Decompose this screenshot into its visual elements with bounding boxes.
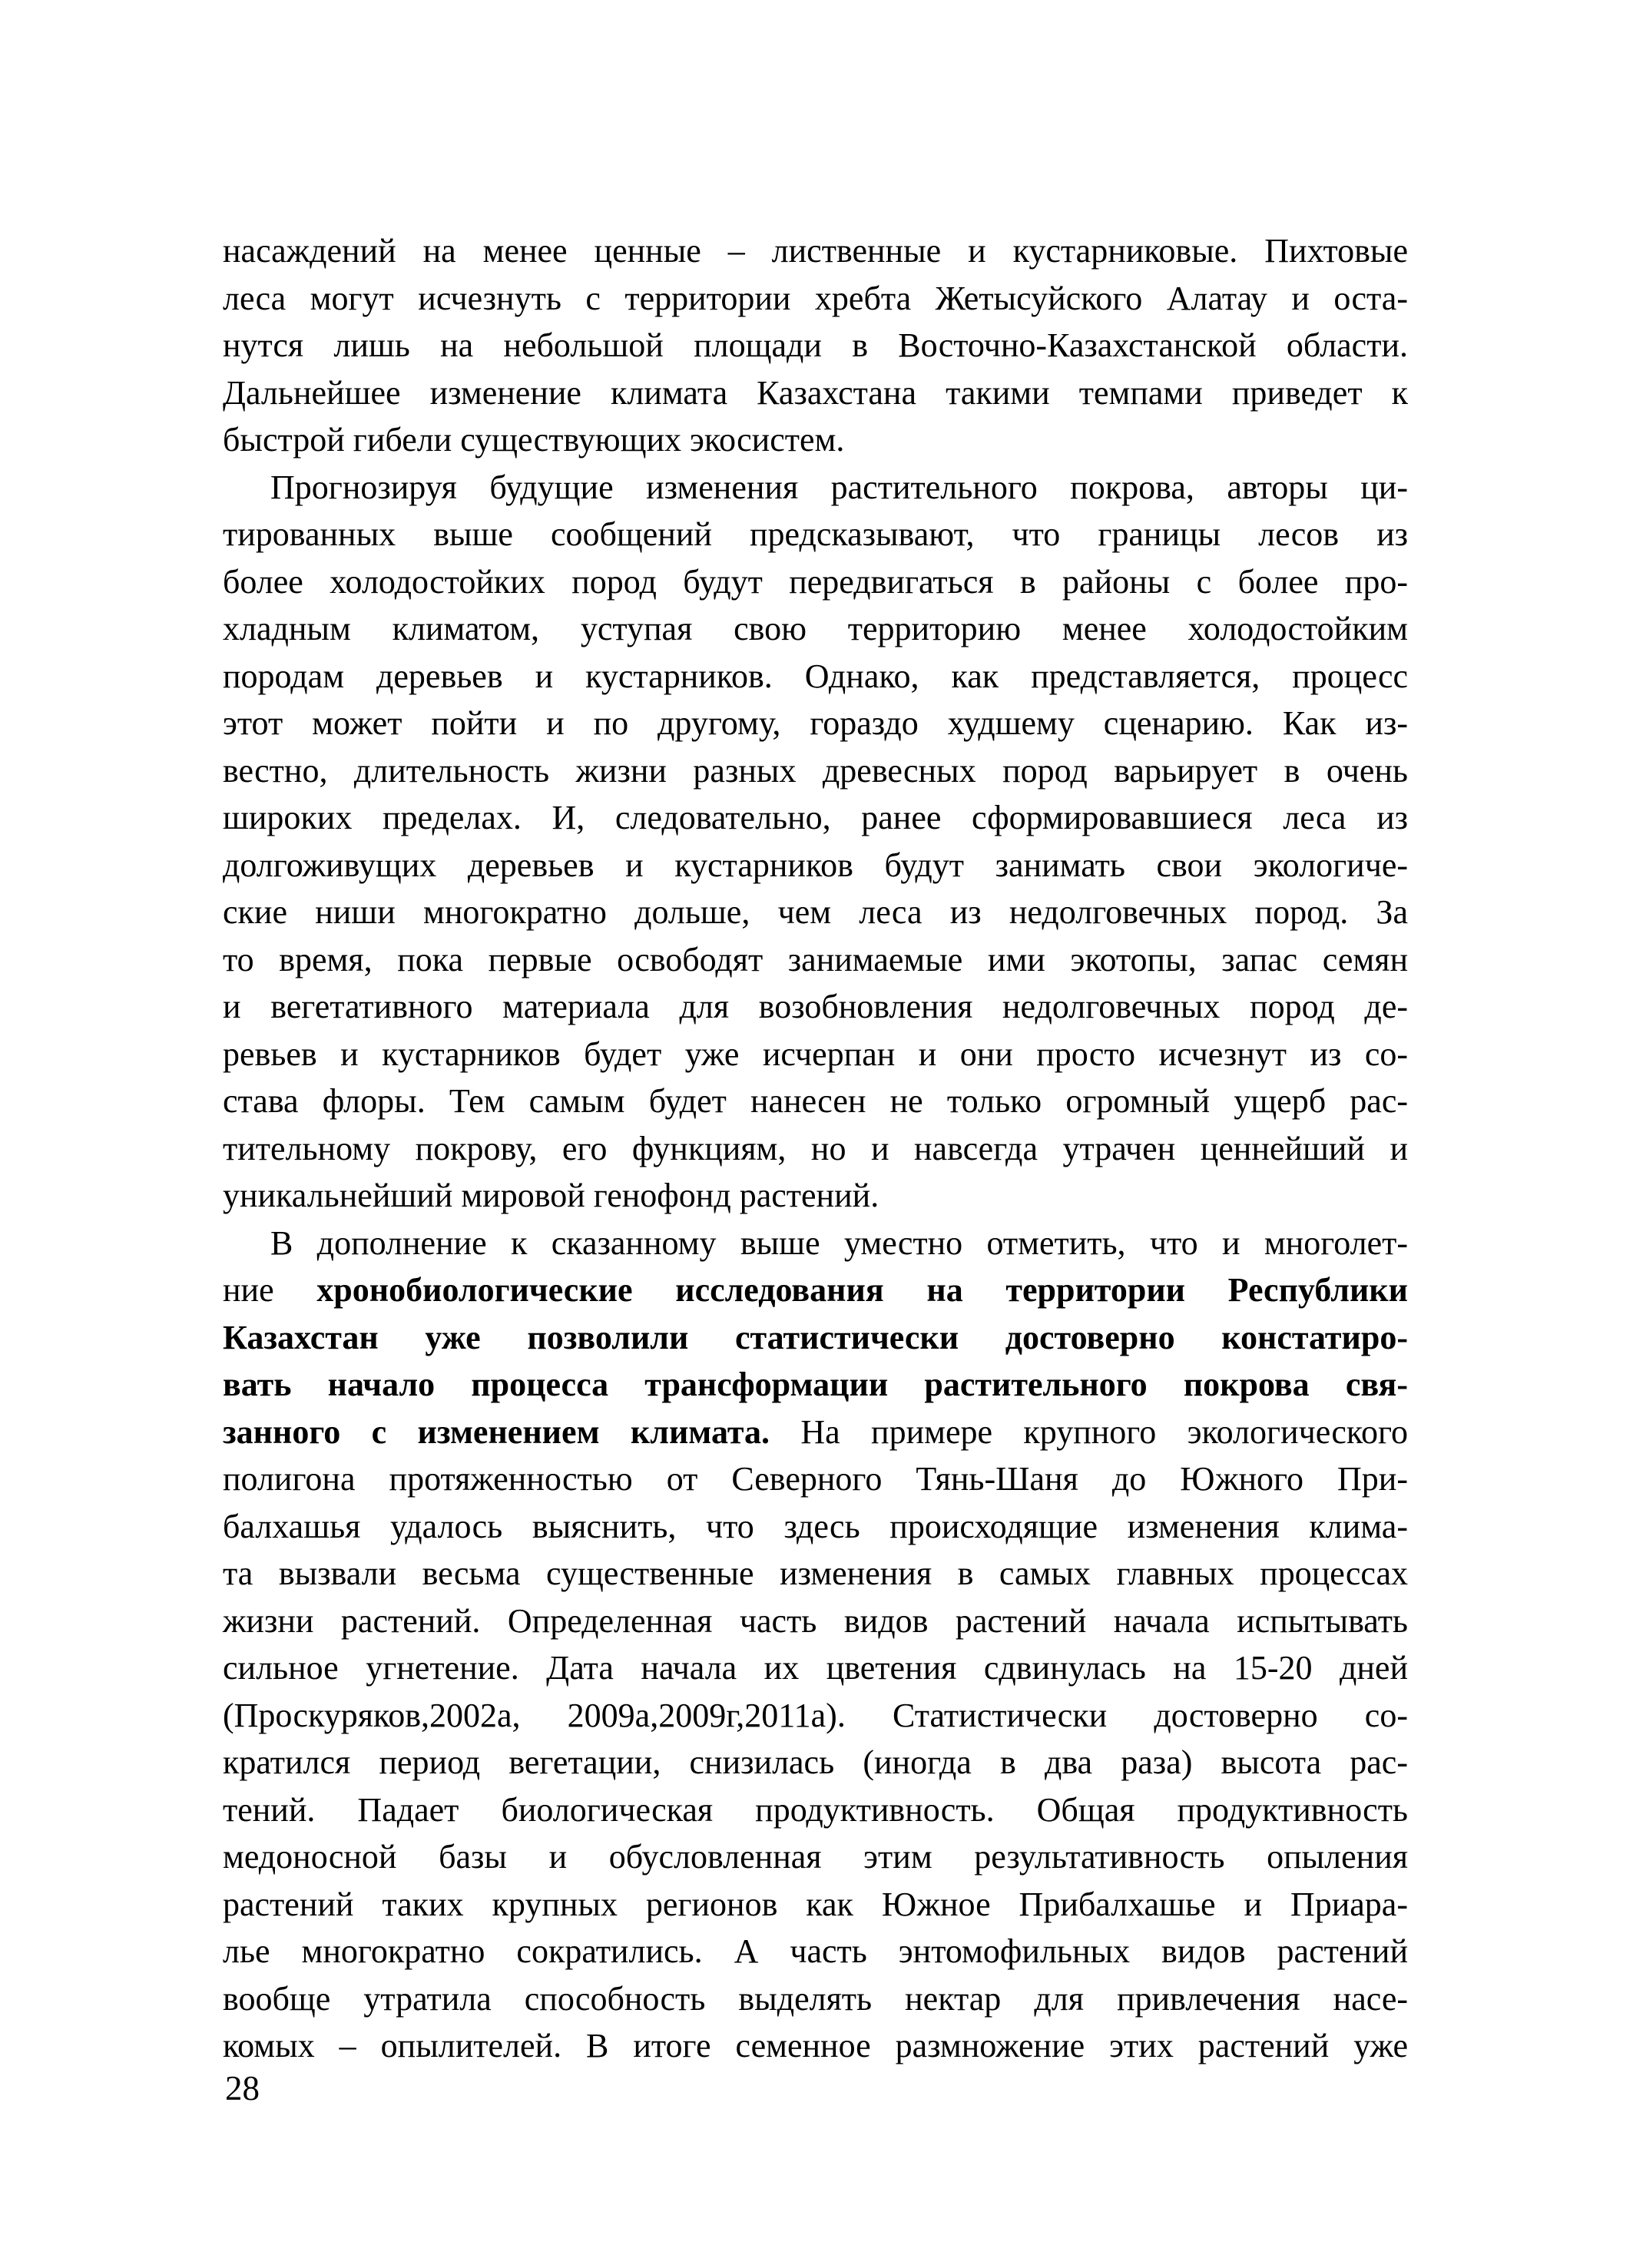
- text-segment: балхашья удалось выяснить, что здесь происходящие изменения клима-: [223, 1507, 1408, 1545]
- text-line: [223, 1598, 1408, 1645]
- text-line: [223, 936, 1408, 984]
- text-line: [223, 747, 1408, 795]
- text-line: [223, 464, 1408, 512]
- text-line: [223, 1692, 1408, 1740]
- text-line: [223, 653, 1408, 700]
- text-segment: тений. Падает биологическая продуктивность. Общая продуктивность: [223, 1790, 1408, 1829]
- text-segment: полигона протяженностью от Северного Тянь-Шаня до Южного При-: [223, 1460, 1408, 1498]
- text-line: [223, 1503, 1408, 1551]
- text-line: [223, 1125, 1408, 1173]
- text-segment: растений таких крупных регионов как Южное Прибалхашье и Приара-: [223, 1885, 1408, 1923]
- text-segment: става флоры. Тем самым будет нанесен не только огромный ущерб рас-: [223, 1082, 1408, 1120]
- text-line: [223, 889, 1408, 936]
- text-segment: комых – опылителей. В итоге семенное размножение этих растений уже: [223, 2027, 1408, 2064]
- text-segment: породам деревьев и кустарников. Однако, как представляется, процесс: [223, 657, 1408, 695]
- text-line: [223, 416, 1408, 464]
- text-segment: ревьев и кустарников будет уже исчерпан и они просто исчезнут из со-: [223, 1035, 1408, 1073]
- text-segment: и вегетативного материала для возобновления недолговечных пород де-: [223, 988, 1408, 1025]
- text-line: [223, 1550, 1408, 1598]
- bold-text-segment: вать начало процесса трансформации растительного покрова свя-: [223, 1366, 1408, 1403]
- text-segment: долгоживущих деревьев и кустарников будут занимать свои экологиче-: [223, 846, 1408, 884]
- text-segment: более холодостойких пород будут передвигаться в районы с более про-: [223, 562, 1408, 601]
- text-segment: широких пределах. И, следовательно, ранее сформировавшиеся леса из: [223, 799, 1408, 836]
- text-line: [223, 983, 1408, 1031]
- text-line: [223, 1644, 1408, 1692]
- text-segment: хладным климатом, уступая свою территорию менее холодостойким: [223, 610, 1408, 647]
- body-text: [223, 227, 1408, 2070]
- text-line: [223, 1455, 1408, 1503]
- text-segment: этот может пойти и по другому, гораздо худшему сценарию. Как из-: [223, 704, 1408, 742]
- text-line: [223, 1928, 1408, 1975]
- bold-text-segment: занного с изменением климата.: [223, 1412, 770, 1451]
- text-segment: тительному покрову, его функциям, но и навсегда утрачен ценнейший и: [223, 1129, 1408, 1167]
- text-line: [223, 1220, 1408, 1267]
- text-segment: то время, пока первые освободят занимаемые ими экотопы, запас семян: [223, 940, 1408, 978]
- text-segment: та вызвали весьма существенные изменения в самых главных процессах: [223, 1554, 1408, 1592]
- text-segment: уникальнейший мировой генофонд растений.: [223, 1177, 879, 1214]
- text-line: [223, 558, 1408, 606]
- text-segment: вестно, длительность жизни разных древесных пород варьирует в очень: [223, 751, 1408, 790]
- text-line: [223, 1786, 1408, 1834]
- text-line: [223, 1739, 1408, 1786]
- text-line: [223, 794, 1408, 842]
- bold-text-segment: хронобиологические исследования на территории Республики: [316, 1271, 1408, 1309]
- text-line: [223, 275, 1408, 323]
- text-segment: насаждений на менее ценные – лиственные и кустарниковые. Пихтовые: [223, 232, 1408, 270]
- text-line: [223, 1314, 1408, 1362]
- text-segment: (Проскуряков,2002а, 2009а,2009г,2011а). Статистически достоверно со-: [223, 1696, 1408, 1734]
- text-segment: тированных выше сообщений предсказывают, что границы лесов из: [223, 515, 1408, 553]
- text-segment: Дальнейшее изменение климата Казахстана такими темпами приведет к: [223, 373, 1408, 412]
- text-segment: ние: [223, 1271, 317, 1309]
- text-segment: леса могут исчезнуть с территории хребта Жетысуйского Алатау и оста-: [223, 279, 1408, 317]
- text-segment: кратился период вегетации, снизилась (иногда в два раза) высота рас-: [223, 1743, 1408, 1781]
- text-segment: На примере крупного экологического: [769, 1412, 1408, 1451]
- text-line: [223, 2022, 1408, 2070]
- text-line: [223, 842, 1408, 889]
- text-segment: вообще утратила способность выделять нектар для привлечения насе-: [223, 1979, 1408, 2018]
- text-line: [223, 369, 1408, 417]
- text-line: [223, 1881, 1408, 1929]
- text-segment: ские ниши многократно дольше, чем леса из недолговечных пород. За: [223, 893, 1408, 931]
- text-line: [223, 1172, 1408, 1220]
- text-segment: жизни растений. Определенная часть видов растений начала испытывать: [223, 1601, 1408, 1640]
- text-segment: лье многократно сократились. А часть энтомофильных видов растений: [223, 1932, 1408, 1970]
- text-line: [223, 1266, 1408, 1314]
- text-line: [223, 700, 1408, 747]
- text-segment: нутся лишь на небольшой площади в Восточно-Казахстанской области.: [223, 326, 1408, 364]
- text-line: [223, 1031, 1408, 1078]
- text-line: [223, 1833, 1408, 1881]
- text-line: [223, 511, 1408, 558]
- text-line: [223, 1361, 1408, 1409]
- text-segment: Прогнозируя будущие изменения растительного покрова, авторы ци-: [270, 468, 1408, 506]
- text-line: [223, 1078, 1408, 1125]
- text-line: [223, 322, 1408, 369]
- page-number: 28: [225, 2069, 260, 2107]
- text-segment: медоносной базы и обусловленная этим результативность опыления: [223, 1838, 1408, 1876]
- text-line: [223, 605, 1408, 653]
- text-segment: быстрой гибели существующих экосистем.: [223, 421, 845, 459]
- text-line: [223, 227, 1408, 275]
- bold-text-segment: Казахстан уже позволили статистически достоверно констатиро-: [223, 1318, 1408, 1356]
- text-line: [223, 1409, 1408, 1456]
- text-segment: В дополнение к сказанному выше уместно отметить, что и многолет-: [270, 1223, 1408, 1262]
- text-segment: сильное угнетение. Дата начала их цветения сдвинулась на 15-20 дней: [223, 1649, 1408, 1687]
- text-line: [223, 1975, 1408, 2023]
